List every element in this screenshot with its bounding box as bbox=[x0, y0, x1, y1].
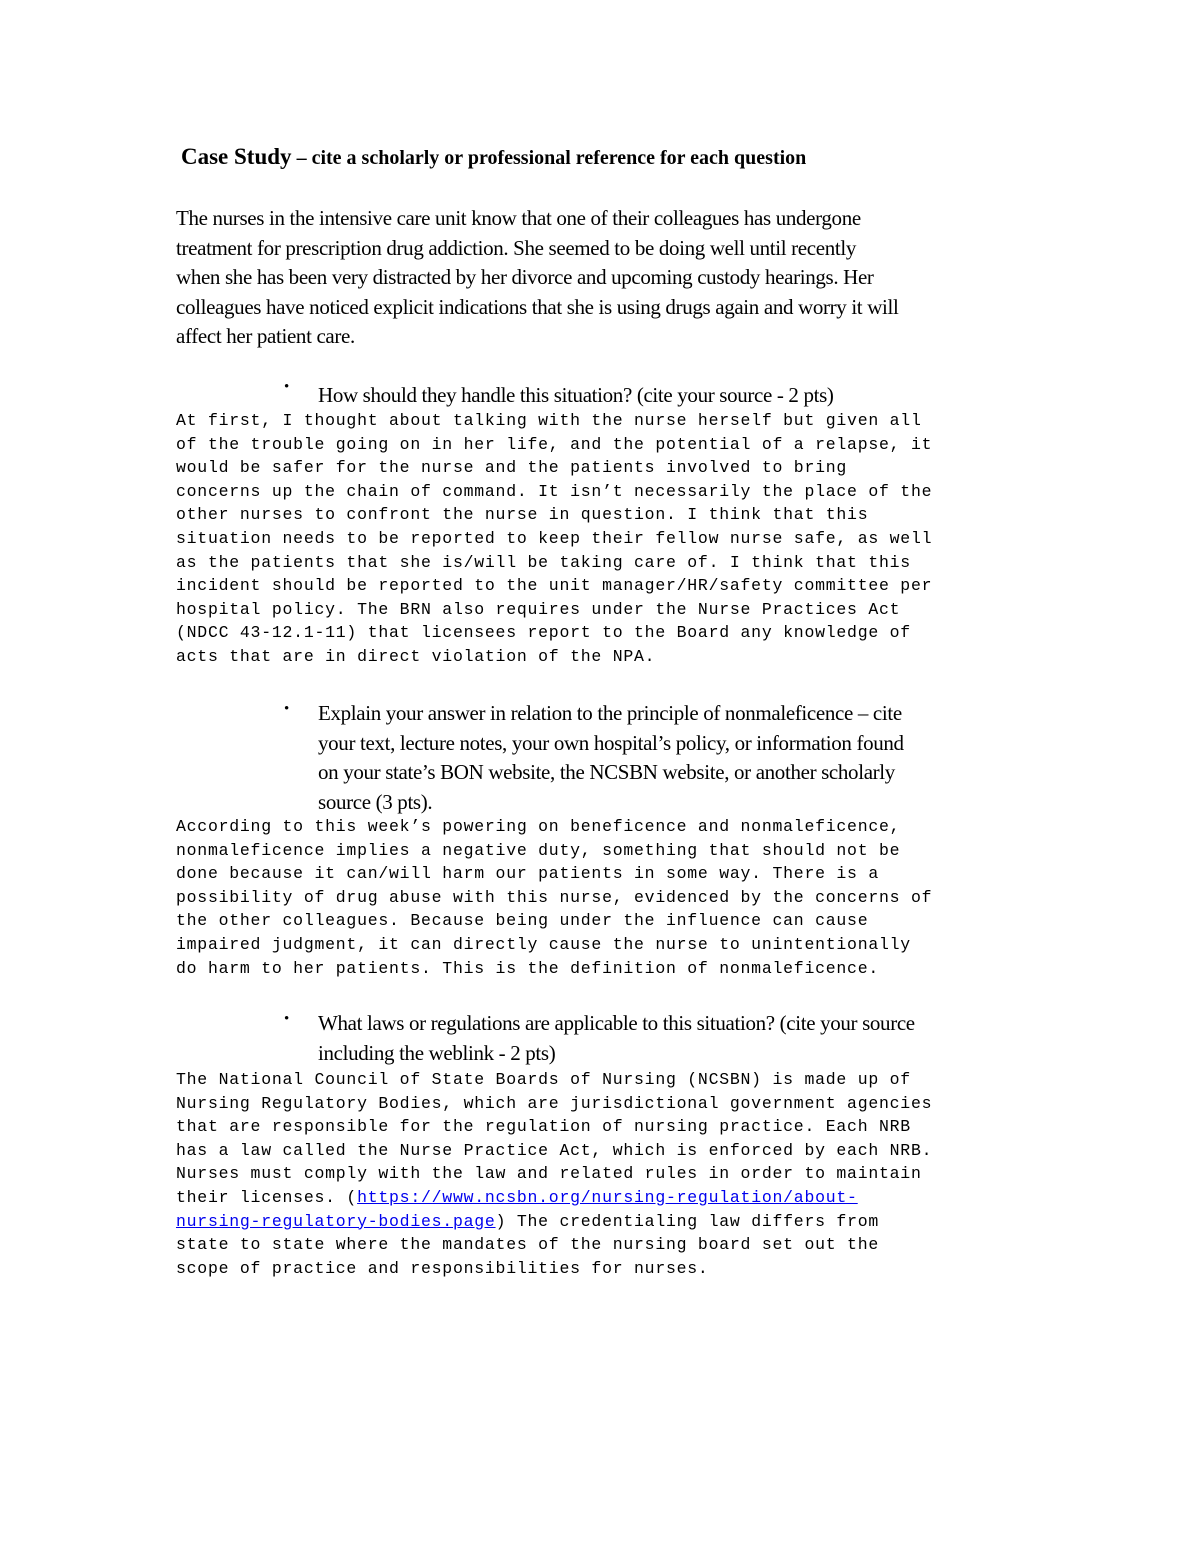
intro-paragraph bbox=[176, 204, 1036, 352]
question-line: How should they handle this situation? (cite your source - 2 pts) bbox=[318, 383, 834, 407]
answer-line: possibility of drug abuse with this nurse, evidenced by the concerns of bbox=[176, 887, 933, 907]
title-main: Case Study bbox=[181, 144, 292, 169]
intro-line: affect her patient care. bbox=[176, 324, 355, 348]
answer-line-with-link bbox=[176, 1186, 1056, 1210]
answer-1 bbox=[176, 409, 1056, 669]
answer-line: acts that are in direct violation of the NPA. bbox=[176, 646, 656, 666]
answer-line: done because it can/will harm our patients in some way. There is a bbox=[176, 864, 880, 884]
bullet-icon: • bbox=[284, 379, 290, 395]
intro-line: treatment for prescription drug addiction. She seemed to be doing well until recently bbox=[176, 235, 856, 260]
answer-line-with-link bbox=[176, 1210, 1056, 1234]
answer-line: According to this week’s powering on beneficence and nonmaleficence, bbox=[176, 817, 901, 836]
bullet-icon: • bbox=[284, 701, 290, 717]
answer-line: impaired judgment, it can directly cause the nurse to unintentionally bbox=[176, 934, 911, 954]
ncsbn-link-continued[interactable]: nursing-regulatory-bodies.page bbox=[176, 1211, 496, 1231]
answer-line: that are responsible for the regulation of nursing practice. Each NRB bbox=[176, 1117, 911, 1137]
bullet-icon: • bbox=[284, 1011, 290, 1027]
answer-line: (NDCC 43-12.1-11) that licensees report to the Board any knowledge of bbox=[176, 623, 911, 643]
ncsbn-link[interactable]: https://www.ncsbn.org/nursing-regulation/about- bbox=[357, 1187, 858, 1207]
question-line: Explain your answer in relation to the principle of nonmaleficence – cite bbox=[318, 701, 902, 725]
intro-line: The nurses in the intensive care unit know that one of their colleagues has undergone bbox=[176, 206, 861, 230]
question-line: What laws or regulations are applicable to this situation? (cite your source bbox=[318, 1011, 915, 1035]
page-title bbox=[181, 142, 1081, 173]
answer-line: state to state where the mandates of the nursing board set out the bbox=[176, 1235, 880, 1255]
question-line: source (3 pts). bbox=[318, 789, 433, 814]
answer-line: Nurses must comply with the law and related rules in order to maintain bbox=[176, 1164, 922, 1184]
answer-line: has a law called the Nurse Practice Act, which is enforced by each NRB. bbox=[176, 1140, 933, 1160]
intro-line: colleagues have noticed explicit indications that she is using drugs again and worry it will bbox=[176, 294, 899, 319]
question-2 bbox=[318, 699, 1038, 817]
answer-line: would be safer for the nurse and the patients involved to bring bbox=[176, 458, 848, 478]
answer-line: situation needs to be reported to keep their fellow nurse safe, as well bbox=[176, 528, 933, 548]
title-subtitle: – cite a scholarly or professional reference for each question bbox=[291, 147, 807, 169]
answer-line: Nursing Regulatory Bodies, which are jurisdictional government agencies bbox=[176, 1093, 933, 1113]
answer-line: At first, I thought about talking with the nurse herself but given all bbox=[176, 411, 922, 430]
question-1 bbox=[318, 381, 1038, 411]
question-line: your text, lecture notes, your own hospital’s policy, or information found bbox=[318, 730, 904, 755]
answer-line: scope of practice and responsibilities for nurses. bbox=[176, 1258, 709, 1278]
answer-2 bbox=[176, 815, 1056, 980]
question-3 bbox=[318, 1009, 1038, 1068]
answer-line: other nurses to confront the nurse in question. I think that this bbox=[176, 505, 869, 525]
intro-line: when she has been very distracted by her divorce and upcoming custody hearings. Her bbox=[176, 265, 874, 289]
after-link-text: ) The credentialing law differs from bbox=[495, 1211, 880, 1231]
answer-3 bbox=[176, 1068, 1056, 1280]
answer-line: the other colleagues. Because being under the influence can cause bbox=[176, 911, 869, 931]
question-line: including the weblink - 2 pts) bbox=[318, 1040, 556, 1065]
answer-line: The National Council of State Boards of Nursing (NCSBN) is made up of bbox=[176, 1070, 911, 1089]
answer-line: as the patients that she is/will be taking care of. I think that this bbox=[176, 552, 911, 572]
answer-line: do harm to her patients. This is the definition of nonmaleficence. bbox=[176, 958, 880, 978]
answer-line: concerns up the chain of command. It isn’t necessarily the place of the bbox=[176, 481, 933, 501]
answer-line: incident should be reported to the unit manager/HR/safety committee per bbox=[176, 576, 933, 596]
answer-line: hospital policy. The BRN also requires under the Nurse Practices Act bbox=[176, 599, 901, 619]
licenses-text: their licenses. ( bbox=[176, 1187, 358, 1207]
answer-line: nonmaleficence implies a negative duty, something that should not be bbox=[176, 840, 901, 860]
answer-line: of the trouble going on in her life, and the potential of a relapse, it bbox=[176, 434, 933, 454]
question-line: on your state’s BON website, the NCSBN website, or another scholarly bbox=[318, 760, 895, 784]
